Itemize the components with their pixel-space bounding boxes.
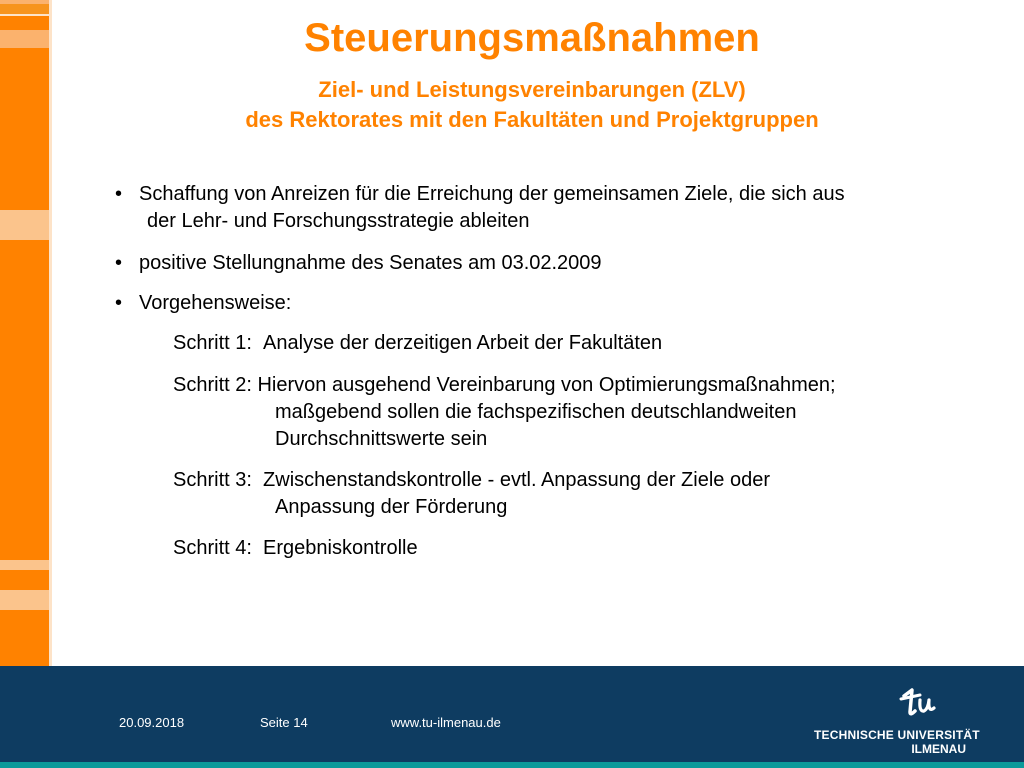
step-text: Zwischenstandskontrolle - evtl. Anpassung der Ziele oder	[263, 469, 770, 491]
footer-page-number: Seite 14	[260, 715, 308, 730]
step-item-1	[173, 330, 662, 357]
university-logo	[814, 684, 980, 756]
step-label: Schritt 3:	[173, 469, 252, 491]
step-text: Analyse der derzeitigen Arbeit der Fakultäten	[263, 332, 663, 354]
step-label: Schritt 2:	[173, 374, 252, 396]
step-text-continuation: maßgebend sollen die fachspezifischen deutschlandweiten	[275, 401, 797, 423]
logo-text-line-1: TECHNISCHE UNIVERSITÄT	[814, 728, 980, 742]
step-item-2	[173, 372, 836, 453]
footer-bar	[0, 666, 1024, 768]
step-text: Ergebniskontrolle	[263, 537, 418, 559]
footer-date: 20.09.2018	[119, 715, 185, 730]
slide-title: Steuerungsmaßnahmen	[304, 16, 760, 60]
step-label: Schritt 4:	[173, 537, 252, 559]
bullet-text: positive Stellungnahme des Senates am 03.02.2009	[139, 252, 602, 274]
tu-logo-icon	[898, 684, 938, 720]
step-item-3	[173, 467, 770, 521]
stripe-edge	[49, 0, 52, 666]
slide-subtitle-line-1: Ziel- und Leistungsvereinbarungen (ZLV)	[318, 77, 746, 102]
bullet-item-stellungnahme	[115, 250, 602, 277]
bullet-symbol: •	[115, 183, 123, 205]
bullet-item-vorgehensweise	[115, 290, 291, 317]
left-decorative-stripe	[0, 0, 52, 666]
bullet-item-anreize	[115, 181, 845, 235]
step-text-continuation: Durchschnittswerte sein	[275, 428, 488, 450]
slide-subtitle-line-2: des Rektorates mit den Fakultäten und Projektgruppen	[245, 107, 819, 132]
step-item-4	[173, 535, 418, 562]
footer-accent-line	[0, 762, 1024, 768]
logo-text-line-2: ILMENAU	[911, 742, 966, 756]
bullet-symbol: •	[115, 252, 123, 274]
bullet-symbol: •	[115, 292, 123, 314]
step-text-continuation: Anpassung der Förderung	[275, 496, 508, 518]
footer-url-link[interactable]: www.tu-ilmenau.de	[391, 715, 501, 730]
bullet-text-continuation: der Lehr- und Forschungsstrategie ableiten	[147, 210, 530, 232]
step-text: Hiervon ausgehend Vereinbarung von Optimierungsmaßnahmen;	[257, 374, 836, 396]
step-label: Schritt 1:	[173, 332, 252, 354]
bullet-text: Vorgehensweise:	[139, 292, 292, 314]
bullet-text: Schaffung von Anreizen für die Erreichung der gemeinsamen Ziele, die sich aus	[139, 183, 845, 205]
